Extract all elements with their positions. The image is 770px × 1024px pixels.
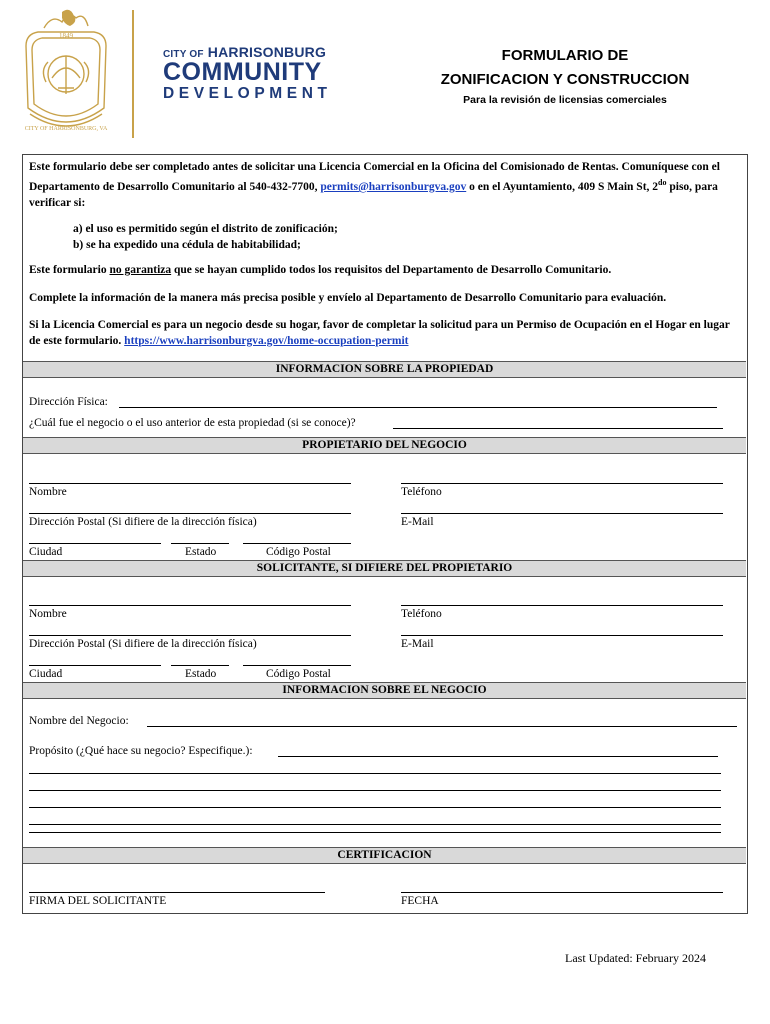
form-container: [22, 154, 748, 914]
applicant-state-field[interactable]: [171, 665, 229, 666]
applicant-city-label: Ciudad: [29, 668, 63, 680]
applicant-mailing-label: Dirección Postal (Si difiere de la dirección física): [29, 638, 257, 650]
section-header-certification: CERTIFICACION: [23, 847, 746, 864]
logo-community: COMMUNITY: [163, 58, 322, 86]
owner-mailing-field[interactable]: [29, 513, 351, 514]
previous-use-field[interactable]: [393, 428, 723, 429]
owner-state-label: Estado: [185, 546, 217, 558]
owner-email-field[interactable]: [401, 513, 723, 514]
applicant-email-label: E-Mail: [401, 638, 434, 650]
date-label: FECHA: [401, 895, 439, 907]
applicant-name-field[interactable]: [29, 605, 351, 606]
logo-development: DEVELOPMENT: [163, 85, 332, 102]
intro-paragraph-3: Complete la información de la manera más precisa posible y envíelo al Departamento de Desarrollo Comunitario para evaluación.: [29, 291, 667, 304]
owner-phone-label: Teléfono: [401, 486, 442, 498]
header-divider: [132, 10, 134, 138]
business-name-field[interactable]: [147, 726, 737, 727]
owner-mailing-label: Dirección Postal (Si difiere de la dirección física): [29, 516, 257, 528]
section-header-business: INFORMACION SOBRE EL NEGOCIO: [23, 682, 746, 699]
home-occupation-link[interactable]: https://www.harrisonburgva.gov/home-occupation-permit: [124, 334, 409, 347]
applicant-zip-field[interactable]: [243, 665, 351, 666]
applicant-phone-label: Teléfono: [401, 608, 442, 620]
business-purpose-line[interactable]: [29, 773, 721, 774]
business-purpose-field[interactable]: [278, 756, 718, 757]
owner-zip-field[interactable]: [243, 543, 351, 544]
business-purpose-line[interactable]: [29, 832, 721, 833]
applicant-state-label: Estado: [185, 668, 217, 680]
seal-text: CITY OF HARRISONBURG, VA: [24, 126, 108, 132]
intro-paragraph-4: Si la Licencia Comercial es para un negocio desde su hogar, favor de completar la solicitud para un Permiso de Ocupación en el Hogar en lugar de este formulario. https://www.harrisonburgva.gov/home-occupation-permit: [29, 318, 730, 347]
owner-name-label: Nombre: [29, 486, 67, 498]
intro-paragraph-2: Este formulario no garantiza que se hayan cumplido todos los requisitos del Departamento de Desarrollo Comunitario.: [29, 263, 612, 276]
owner-state-field[interactable]: [171, 543, 229, 544]
applicant-city-field[interactable]: [29, 665, 161, 666]
owner-phone-field[interactable]: [401, 483, 723, 484]
section-header-applicant: SOLICITANTE, SI DIFIERE DEL PROPIETARIO: [23, 560, 746, 577]
form-title-line1: FORMULARIO DE: [501, 47, 629, 64]
owner-zip-label: Código Postal: [266, 546, 331, 558]
intro-text: [29, 159, 743, 349]
previous-use-label: ¿Cuál fue el negocio o el uso anterior de esta propiedad (si se conoce)?: [29, 417, 356, 429]
intro-item-a: a) el uso es permitido según el distrito de zonificación;: [73, 222, 338, 235]
business-purpose-label: Propósito (¿Qué hace su negocio? Especifique.):: [29, 745, 253, 757]
last-updated-note: Last Updated: February 2024: [565, 951, 706, 965]
applicant-mailing-field[interactable]: [29, 635, 351, 636]
owner-city-field[interactable]: [29, 543, 161, 544]
permits-email-link[interactable]: permits@harrisonburgva.gov: [320, 180, 467, 193]
physical-address-label: Dirección Física:: [29, 396, 108, 408]
owner-city-label: Ciudad: [29, 546, 63, 558]
form-title-block: [420, 44, 710, 106]
applicant-phone-field[interactable]: [401, 605, 723, 606]
form-subtitle: Para la revisión de licensias comerciales: [463, 94, 667, 106]
applicant-zip-label: Código Postal: [266, 668, 331, 680]
logo-harrisonburg: HARRISONBURG: [207, 44, 327, 60]
business-purpose-line[interactable]: [29, 824, 721, 825]
intro-item-b: b) se ha expedido una cédula de habitabilidad;: [73, 238, 301, 251]
section-header-owner: PROPIETARIO DEL NEGOCIO: [23, 437, 746, 454]
section-header-property: INFORMACION SOBRE LA PROPIEDAD: [23, 361, 746, 378]
business-purpose-line[interactable]: [29, 790, 721, 791]
form-title-line2: ZONIFICACION Y CONSTRUCCION: [440, 71, 690, 88]
owner-email-label: E-Mail: [401, 516, 434, 528]
logo-city-of: CITY OF: [163, 49, 204, 60]
seal-year: 1849: [59, 32, 73, 40]
city-seal-logo: [18, 8, 114, 138]
signature-label: FIRMA DEL SOLICITANTE: [29, 895, 167, 907]
business-name-label: Nombre del Negocio:: [29, 715, 129, 727]
date-field[interactable]: [401, 892, 723, 893]
owner-name-field[interactable]: [29, 483, 351, 484]
intro-paragraph-1: Este formulario debe ser completado antes de solicitar una Licencia Comercial en la Oficina del Comisionado de Rentas. Comuníquese con el Departamento de Desarrollo Comunitario al 540-432-7700, permits@harrisonburgva.gov o en el Ayuntamiento, 409 S Main St, $2^{do}$ piso, para verificar si:: [29, 161, 720, 209]
applicant-email-field[interactable]: [401, 635, 723, 636]
applicant-signature-field[interactable]: [29, 892, 325, 893]
business-purpose-line[interactable]: [29, 807, 721, 808]
applicant-name-label: Nombre: [29, 608, 67, 620]
physical-address-field[interactable]: [119, 407, 717, 408]
community-development-logo: [163, 44, 343, 104]
